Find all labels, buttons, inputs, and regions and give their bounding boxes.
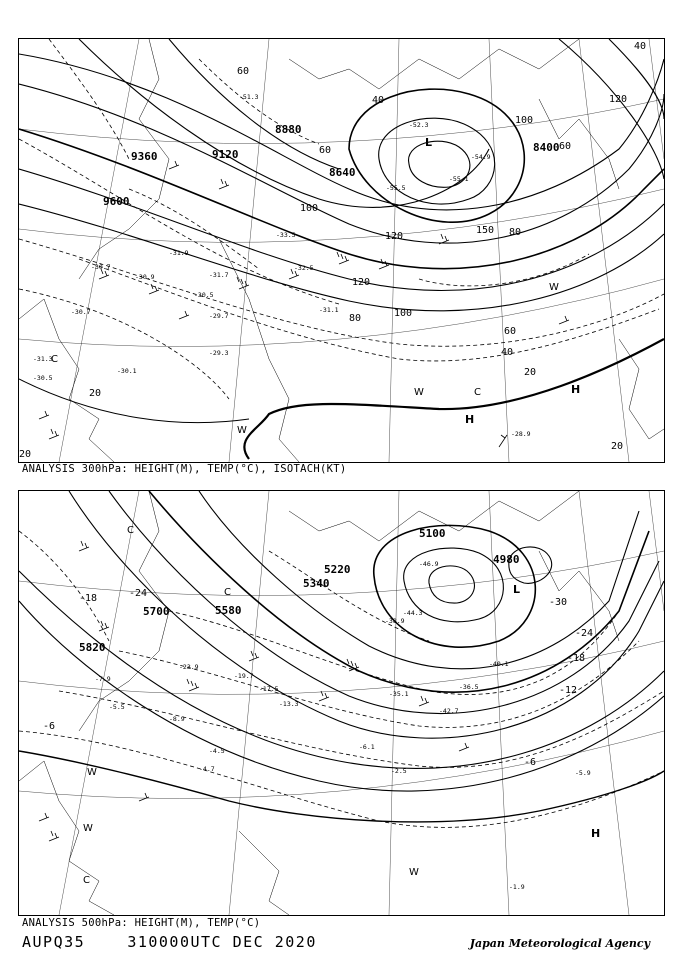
station-temp: -30.1 [117, 367, 137, 375]
station-temp: -5.5 [109, 703, 125, 711]
isotach-label: 120 [609, 94, 628, 105]
high-center-marker: H [591, 827, 601, 840]
station-temp: -51.3 [239, 93, 259, 101]
map-300hpa-canvas [19, 39, 664, 462]
warm-center-marker: W [549, 282, 559, 293]
station-temp: -30.7 [71, 308, 91, 316]
height-label: 5820 [79, 641, 106, 654]
isotach-label: 40 [501, 347, 514, 358]
warm-center-marker: W [237, 425, 247, 436]
cold-center-marker: C [51, 354, 58, 365]
station-temp: -13.3 [279, 700, 299, 708]
low-center-marker: L [513, 583, 521, 596]
warm-center-marker: W [83, 823, 93, 834]
isotherm-label: -18 [567, 653, 586, 664]
pressure-centers-500 [83, 525, 600, 886]
isotach-label: 40 [372, 95, 385, 106]
station-temp: -31.3 [33, 355, 53, 363]
station-temp: -36.5 [459, 683, 479, 691]
station-temp: -28.9 [511, 430, 531, 438]
station-temp: -4.7 [199, 765, 215, 773]
isotherm-label: -12 [559, 685, 578, 696]
isotach-label: 60 [237, 66, 250, 77]
station-temp: -29.3 [209, 349, 229, 357]
isotherm-label: -24 [575, 628, 594, 639]
warm-center-marker: W [414, 387, 424, 398]
map-500hpa-canvas [19, 491, 664, 915]
isotach-label: 120 [352, 277, 371, 288]
height-label: 8880 [275, 123, 302, 136]
station-temp: -55.1 [449, 175, 469, 183]
isotach-label: 100 [300, 203, 319, 214]
jet-boundary [244, 339, 664, 459]
station-temp: -23.9 [179, 663, 199, 671]
height-label: 5340 [303, 577, 330, 590]
graticule [19, 39, 664, 462]
station-temp: -42.7 [439, 707, 459, 715]
height-contours-500 [19, 491, 664, 791]
isotherm-label: -6 [43, 721, 56, 732]
station-temp: -17.5 [259, 685, 279, 693]
height-label: 5580 [215, 604, 242, 617]
station-temp: -55.5 [386, 184, 406, 192]
map-panel-500hpa [18, 490, 665, 916]
isotach-label: 80 [349, 313, 362, 324]
station-temp: -31.1 [319, 306, 339, 314]
isotherm-label: -18 [79, 593, 98, 604]
station-temp: -19.7 [234, 672, 254, 680]
cold-center-marker: C [474, 387, 481, 398]
isotach-label: 100 [394, 308, 413, 319]
low-center-marker: L [425, 136, 433, 149]
isotach-label: 150 [476, 225, 495, 236]
station-temp: -6.1 [359, 743, 375, 751]
isotach-label: 60 [504, 326, 517, 337]
station-temp: -40.1 [489, 660, 509, 668]
cold-center-marker: C [83, 875, 90, 886]
agency-name: Japan Meteorological Agency [469, 937, 650, 950]
coastlines [19, 39, 664, 462]
isotach-label: 60 [559, 141, 572, 152]
station-temp: -30.9 [135, 273, 155, 281]
isotach-label: 20 [524, 367, 537, 378]
cold-center-marker: C [224, 587, 231, 598]
chart-id-and-time [22, 933, 317, 951]
station-temp: -29.7 [209, 312, 229, 320]
station-temp: -35.1 [389, 690, 409, 698]
isotach-label: 120 [385, 231, 404, 242]
height-label: 9120 [212, 148, 239, 161]
map-panel-300hpa [18, 38, 665, 463]
station-temp: -44.3 [403, 609, 423, 617]
cold-center-marker: C [127, 525, 134, 536]
high-center-marker: H [465, 413, 475, 426]
isotach-label: 20 [611, 441, 624, 452]
station-temp: -33.5 [276, 231, 296, 239]
isotherm-label: -30 [549, 597, 568, 608]
station-temp: -30.7 [91, 263, 111, 271]
height-label: 8640 [329, 166, 356, 179]
station-temp: -4.5 [209, 747, 225, 755]
valid-time: 310000UTC DEC 2020 [127, 933, 317, 951]
temp-contour-labels-500 [43, 588, 593, 768]
station-temp: -30.5 [194, 291, 214, 299]
station-temp: -46.9 [419, 560, 439, 568]
panel-caption-500hpa: ANALYSIS 500hPa: HEIGHT(M), TEMP(°C) [22, 917, 261, 929]
station-temp: -30.5 [33, 374, 53, 382]
height-label: 9600 [103, 195, 130, 208]
station-temp: -31.7 [209, 271, 229, 279]
isotherms-300 [19, 189, 259, 399]
isotach-label: 60 [319, 145, 332, 156]
height-label: 8400 [533, 141, 560, 154]
station-temp: -1.9 [509, 883, 525, 891]
isotherm-label: -24 [129, 588, 148, 599]
height-label: 4980 [493, 553, 520, 566]
warm-center-marker: W [87, 767, 97, 778]
isotach-labels-300 [19, 41, 646, 460]
station-temp: -32.5 [294, 264, 314, 272]
height-labels-300 [103, 123, 560, 208]
isotach-label: 80 [509, 227, 522, 238]
isotach-label: 20 [89, 388, 102, 399]
station-temp: -7.9 [95, 675, 111, 683]
isotherm-label: -6 [524, 757, 537, 768]
station-temp: -54.9 [471, 153, 491, 161]
isotach-label: 40 [634, 41, 647, 52]
height-label: 5100 [419, 527, 446, 540]
panel-caption-300hpa: ANALYSIS 300hPa: HEIGHT(M), TEMP(°C), ISOTACH(KT) [22, 463, 347, 475]
station-temp: -38.9 [385, 617, 405, 625]
station-temp: -31.9 [169, 249, 189, 257]
station-temp: -2.5 [391, 767, 407, 775]
station-temp: -8.9 [169, 715, 185, 723]
height-label: 5700 [143, 605, 170, 618]
station-temp: -52.3 [409, 121, 429, 129]
isotach-label: 20 [19, 449, 32, 460]
height-label: 5220 [324, 563, 351, 576]
high-center-marker: H [571, 383, 581, 396]
isotach-label: 100 [515, 115, 534, 126]
chart-id: AUPQ35 [22, 933, 86, 951]
height-label: 9360 [131, 150, 158, 163]
station-temp: -5.9 [575, 769, 591, 777]
warm-center-marker: W [409, 867, 419, 878]
